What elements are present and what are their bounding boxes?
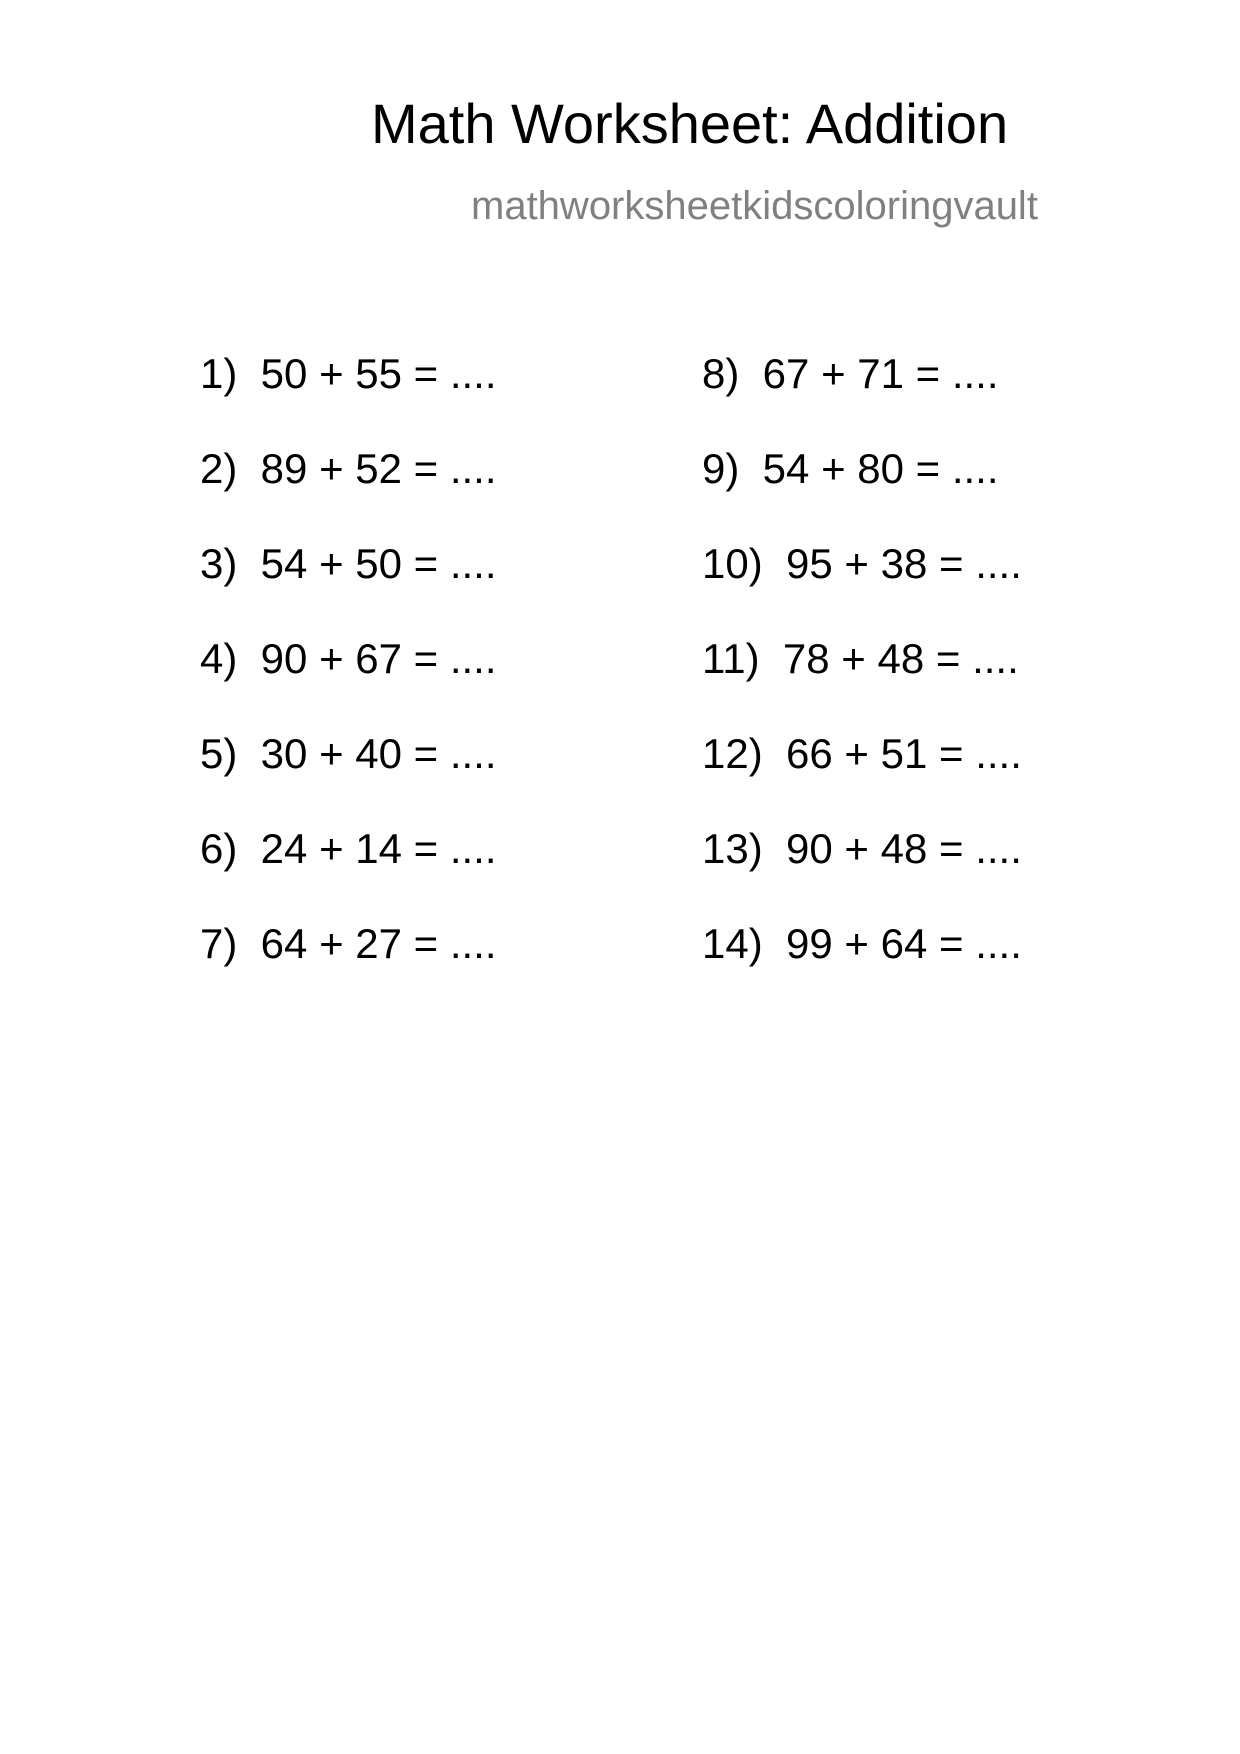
problems-left-column (200, 350, 497, 1018)
problem-10: 10) 95 + 38 = .... (702, 540, 1022, 587)
problem-11: 11) 78 + 48 = .... (702, 635, 1019, 682)
worksheet-subtitle: mathworksheetkidscoloringvault (471, 184, 1038, 228)
problem-8: 8) 67 + 71 = .... (702, 350, 999, 397)
worksheet-title: Math Worksheet: Addition (371, 92, 1009, 155)
problem-6: 6) 24 + 14 = .... (200, 825, 497, 872)
problem-14: 14) 99 + 64 = .... (702, 920, 1022, 967)
problem-2: 2) 89 + 52 = .... (200, 445, 497, 492)
problem-3: 3) 54 + 50 = .... (200, 540, 497, 587)
problem-9: 9) 54 + 80 = .... (702, 445, 999, 492)
problem-5: 5) 30 + 40 = .... (200, 730, 497, 777)
problem-1: 1) 50 + 55 = .... (200, 350, 497, 397)
problem-13: 13) 90 + 48 = .... (702, 825, 1022, 872)
problem-12: 12) 66 + 51 = .... (702, 730, 1022, 777)
problems-right-column (702, 350, 1022, 1018)
problem-4: 4) 90 + 67 = .... (200, 635, 497, 682)
problem-7: 7) 64 + 27 = .... (200, 920, 497, 967)
